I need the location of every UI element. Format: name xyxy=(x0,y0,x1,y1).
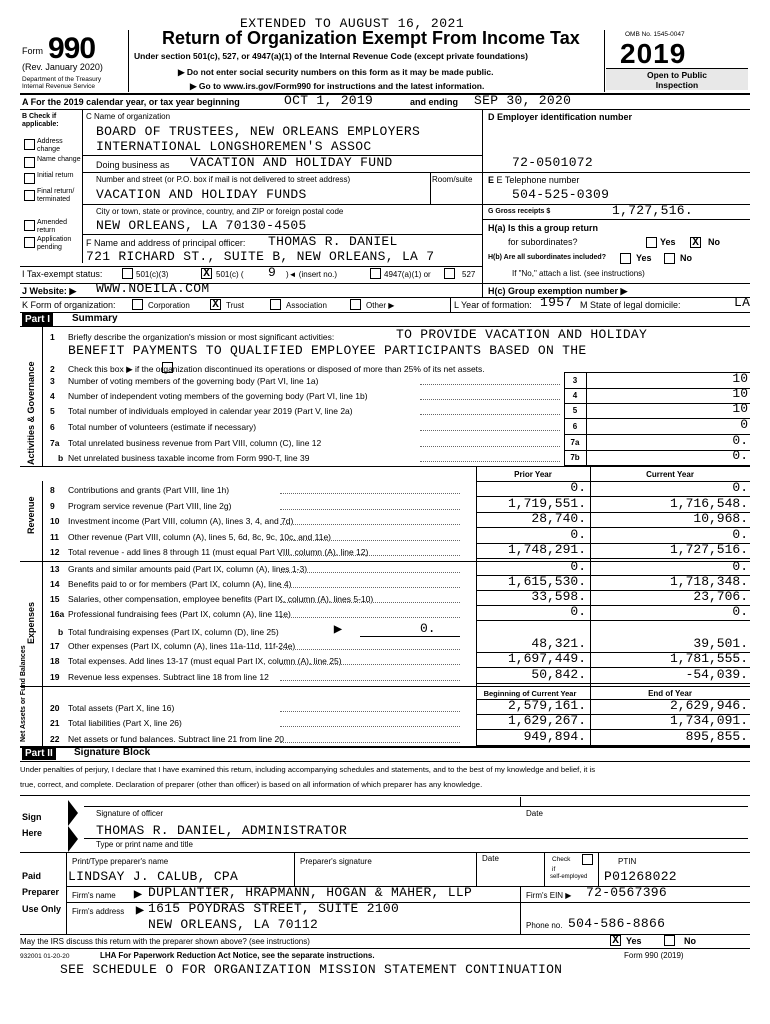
firm-name: DUPLANTIER, HRAPMANN, HOGAN & MAHER, LLP xyxy=(148,885,473,900)
form-number: 990 xyxy=(48,32,96,65)
line16b-value: 0. xyxy=(420,621,436,636)
perjury-line1: Under penalties of perjury, I declare that I have examined this return, including accompanying schedules and statements, and to the best of my knowledge and belief, it is xyxy=(20,765,596,774)
prior-value: 2,579,161. xyxy=(507,698,586,713)
signature-officer-label: Signature of officer xyxy=(96,809,164,818)
city-state-zip: NEW ORLEANS, LA 70130-4505 xyxy=(96,218,307,233)
gov-line-label: Number of independent voting members of the governing body (Part VI, line 1b) xyxy=(68,391,368,401)
for-subordinates-label: for subordinates? xyxy=(508,237,578,247)
state-domicile-value: LA xyxy=(734,295,751,310)
status-4947-checkbox[interactable] xyxy=(370,268,381,279)
part1-label: Part I xyxy=(22,313,53,326)
leader-dots xyxy=(420,414,560,415)
org-name-line2: INTERNATIONAL LONGSHOREMEN'S ASSOC xyxy=(96,139,372,154)
current-value: 2,629,946. xyxy=(669,698,748,713)
gov-line-label: Number of voting members of the governing body (Part VI, line 1a) xyxy=(68,376,319,386)
amended-return-label: Amended return xyxy=(37,219,67,234)
type-name-label: Type or print name and title xyxy=(96,840,193,849)
ein-value: 72-0501072 xyxy=(512,155,594,170)
line-number: 8 xyxy=(50,485,55,495)
group-return-yes-label: Yes xyxy=(660,237,676,247)
status-527-checkbox[interactable] xyxy=(444,268,455,279)
leader-dots xyxy=(420,430,560,431)
gross-receipts-label: G Gross receipts $ xyxy=(488,208,551,215)
row-rule xyxy=(564,372,750,373)
other-checkbox[interactable] xyxy=(350,299,361,310)
prior-value: 1,748,291. xyxy=(507,542,586,557)
prior-value: 50,842. xyxy=(531,667,586,682)
leader-dots xyxy=(280,649,460,650)
side-activities-governance: Activities & Governance xyxy=(26,361,36,465)
address-change-checkbox[interactable] xyxy=(24,139,35,150)
prior-value: 48,321. xyxy=(531,636,586,651)
line-a-label: A For the 2019 calendar year, or tax year beginning xyxy=(22,97,240,107)
insert-no-label: )◄ (insert no.) xyxy=(286,270,338,279)
form-code: 932001 01-20-20 xyxy=(20,953,70,960)
line-label: Program service revenue (Part VIII, line 2g) xyxy=(68,501,232,511)
current-value: 10,968. xyxy=(693,511,748,526)
principal-officer-name: THOMAS R. DANIEL xyxy=(268,234,398,249)
inspection: Inspection xyxy=(655,80,699,90)
group-return-label: H(a) Is this a group return xyxy=(488,223,599,233)
prior-value: 33,598. xyxy=(531,589,586,604)
tax-year: 2019 xyxy=(620,38,687,69)
leader-dots xyxy=(280,572,460,573)
mission-line1: TO PROVIDE VACATION AND HOLIDAY xyxy=(396,327,648,342)
leader-dots xyxy=(280,540,460,541)
line-number: 10 xyxy=(50,516,60,526)
group-return-yes-checkbox[interactable] xyxy=(646,237,657,248)
schedule-o-note: SEE SCHEDULE O FOR ORGANIZATION MISSION STATEMENT CONTINUATION xyxy=(60,962,563,977)
form-reference: Form 990 (2019) xyxy=(624,951,684,960)
signature-date-label: Date xyxy=(526,809,543,818)
discuss-no-checkbox[interactable] xyxy=(664,935,675,946)
line-number: 12 xyxy=(50,547,60,557)
telephone-value: 504-525-0309 xyxy=(512,187,610,202)
principal-officer-label: F Name and address of principal officer: xyxy=(86,238,246,248)
initial-return-label: Initial return xyxy=(37,172,74,179)
line-label: Total revenue - add lines 8 through 11 (must equal Part VIII, column (A), line 12) xyxy=(68,547,369,557)
current-value: 0. xyxy=(732,604,748,619)
line-number: 13 xyxy=(50,564,60,574)
preparer-signature-label: Preparer's signature xyxy=(300,857,372,866)
gov-box-number: 6 xyxy=(572,422,578,431)
firm-name-label: Firm's name xyxy=(72,891,116,900)
status-501c3-label: 501(c)(3) xyxy=(136,270,169,279)
current-value: 1,734,091. xyxy=(669,713,748,728)
line-number: 11 xyxy=(50,532,59,542)
gov-line-number: b xyxy=(58,453,64,463)
line16b-number: b xyxy=(58,627,64,637)
tax-year-begin: OCT 1, 2019 xyxy=(284,93,374,108)
corporation-label: Corporation xyxy=(148,301,190,310)
gross-receipts-value: 1,727,516. xyxy=(612,203,694,218)
line-label: Total expenses. Add lines 13-17 (must equal Part IX, column (A), line 25) xyxy=(68,656,342,666)
form-of-org-label: K Form of organization: xyxy=(22,300,116,310)
group-return-no-checkbox[interactable]: X xyxy=(690,237,701,248)
gov-value: 10 xyxy=(732,401,748,416)
line-label: Other revenue (Part VIII, column (A), lines 5, 6d, 8c, 9c, 10c, and 11e) xyxy=(68,532,331,542)
initial-return-checkbox[interactable] xyxy=(24,173,35,184)
current-value: 0. xyxy=(732,480,748,495)
firm-address-line1: 1615 POYDRAS STREET, SUITE 2100 xyxy=(148,901,400,916)
other-label: Other ▶ xyxy=(366,301,395,310)
ssn-notice-text: Do not enter social security numbers on this form as it may be made public. xyxy=(186,67,494,77)
line-label: Total assets (Part X, line 16) xyxy=(68,703,175,713)
prior-value: 0. xyxy=(570,480,586,495)
leader-dots xyxy=(280,555,460,556)
leader-dots xyxy=(280,664,460,665)
line-number: 16a xyxy=(50,609,65,619)
line16b-label: Total fundraising expenses (Part IX, column (D), line 25) xyxy=(68,627,279,637)
line-number: 21 xyxy=(50,718,60,728)
line-label: Contributions and grants (Part VIII, line 1h) xyxy=(68,485,230,495)
part2-title: Signature Block xyxy=(74,747,151,758)
form-subtitle: Under section 501(c), 527, or 4947(a)(1) of the Internal Revenue Code (except private foundations) xyxy=(134,51,528,61)
gov-value: 0 xyxy=(740,417,748,432)
dba-label: Doing business as xyxy=(96,160,170,170)
preparer-date-label: Date xyxy=(482,854,499,863)
current-value: 1,718,348. xyxy=(669,574,748,589)
tax-year-end: SEP 30, 2020 xyxy=(474,93,572,108)
dept-treasury: Department of the Treasury xyxy=(22,76,102,83)
website-value: WWW.NOEILA.COM xyxy=(96,281,210,296)
line-label: Investment income (Part VIII, column (A), lines 3, 4, and 7d) xyxy=(68,516,294,526)
line-label: Salaries, other compensation, employee benefits (Part IX, column (A), lines 5-10) xyxy=(68,594,374,604)
firm-address-label: Firm's address xyxy=(72,907,125,916)
box-rule xyxy=(586,372,587,466)
prior-year-header: Prior Year xyxy=(514,470,552,479)
and-ending-label: and ending xyxy=(410,97,458,107)
line-number: 20 xyxy=(50,703,60,713)
discuss-no-label: No xyxy=(684,936,696,946)
subordinates-included-label: H(b) Are all subordinates included? xyxy=(488,254,606,261)
leader-dots xyxy=(280,617,460,618)
form-revision: (Rev. January 2020) xyxy=(22,62,103,72)
prior-value: 0. xyxy=(570,559,586,574)
line-label: Other expenses (Part IX, column (A), lines 11a-11d, 11f-24e) xyxy=(68,641,296,651)
ptin-label: PTIN xyxy=(618,857,637,866)
instructions-notice-text: Go to www.irs.gov/Form990 for instructions and the latest information. xyxy=(198,81,485,91)
gov-line-label: Total number of individuals employed in calendar year 2019 (Part V, line 2a) xyxy=(68,406,353,416)
form-label: Form xyxy=(22,46,43,56)
check-if-applicable: B Check if applicable: xyxy=(22,113,59,128)
current-value: 0. xyxy=(732,559,748,574)
prior-value: 28,740. xyxy=(531,511,586,526)
year-formation-value: 1957 xyxy=(540,295,573,310)
line-label: Grants and similar amounts paid (Part IX, column (A), lines 1-3) xyxy=(68,564,308,574)
line-number: 17 xyxy=(50,641,60,651)
leader-dots xyxy=(420,399,560,400)
part2-label: Part II xyxy=(22,747,56,760)
side-expenses: Expenses xyxy=(26,601,36,644)
box-rule xyxy=(564,372,565,466)
line-label: Revenue less expenses. Subtract line 18 from line 12 xyxy=(68,672,269,682)
gov-box-number: 4 xyxy=(572,391,578,400)
line-number: 15 xyxy=(50,594,60,604)
final-return-label: Final return/ terminated xyxy=(37,188,75,203)
leader-dots xyxy=(420,461,560,462)
line-number: 19 xyxy=(50,672,60,682)
leader-dots xyxy=(280,680,460,681)
dba-value: VACATION AND HOLIDAY FUND xyxy=(190,155,393,170)
firm-ein: 72-0567396 xyxy=(586,885,668,900)
principal-officer-address: 721 RICHARD ST., SUITE B, NEW ORLEANS, LA 7 xyxy=(86,249,435,264)
leader-dots xyxy=(280,509,460,510)
here-label: Here xyxy=(22,828,43,838)
gov-value: 10 xyxy=(732,386,748,401)
self-employed-label: self-employed xyxy=(550,874,588,880)
state-domicile-label: M State of legal domicile: xyxy=(580,300,681,310)
prior-value: 0. xyxy=(570,527,586,542)
part1-title: Summary xyxy=(72,313,118,324)
firm-address-line2: NEW ORLEANS, LA 70112 xyxy=(148,917,319,932)
ssn-notice: ▶ Do not enter social security numbers on this form as it may be made public. xyxy=(178,67,494,77)
line-label: Net assets or fund balances. Subtract line 21 from line 20 xyxy=(68,734,284,744)
self-employed-checkbox[interactable] xyxy=(582,854,593,865)
row-rule xyxy=(564,465,750,466)
current-value: 1,781,555. xyxy=(669,651,748,666)
current-value: 39,501. xyxy=(693,636,748,651)
gov-box-number: 7b xyxy=(570,453,580,462)
gov-value: 0. xyxy=(732,448,748,463)
leader-dots xyxy=(280,493,460,494)
check-label: Check xyxy=(552,856,571,863)
gov-line-label: Total number of volunteers (estimate if necessary) xyxy=(68,422,257,432)
current-value: 895,855. xyxy=(685,729,748,744)
prior-value: 1,697,449. xyxy=(507,651,586,666)
leader-dots xyxy=(280,711,460,712)
leader-dots xyxy=(280,742,460,743)
org-name-line1: BOARD OF TRUSTEES, NEW ORLEANS EMPLOYERS xyxy=(96,124,421,139)
irs-label: Internal Revenue Service xyxy=(22,83,95,90)
line1-label: Briefly describe the organization's mission or most significant activities: xyxy=(68,332,335,342)
side-net-assets: Net Assets or Fund Balances xyxy=(20,645,27,742)
tax-exempt-status-label: I Tax-exempt status: xyxy=(22,269,103,279)
status-501c-label: 501(c) ( xyxy=(216,270,244,279)
ein-label: D Employer identification number xyxy=(488,112,633,122)
perjury-line2: true, correct, and complete. Declaration of preparer (other than officer) is based on all information of which preparer has any knowledge. xyxy=(20,780,483,789)
gov-box-number: 5 xyxy=(572,406,578,415)
line-number: 9 xyxy=(50,501,55,511)
lha-notice: LHA For Paperwork Reduction Act Notice, see the separate instructions. xyxy=(100,951,375,960)
application-pending-label: Application pending xyxy=(37,236,72,251)
form-title: Return of Organization Exempt From Income Tax xyxy=(162,28,580,48)
corporation-checkbox[interactable] xyxy=(132,299,143,310)
name-change-checkbox[interactable] xyxy=(24,157,35,168)
officer-name-title: THOMAS R. DANIEL, ADMINISTRATOR xyxy=(96,823,348,838)
prior-value: 1,719,551. xyxy=(507,496,586,511)
leader-dots xyxy=(420,384,560,385)
gov-value: 0. xyxy=(732,433,748,448)
leader-dots xyxy=(280,524,460,525)
status-501c-number: 9 xyxy=(268,265,276,280)
telephone-label: E E Telephone number xyxy=(488,175,580,185)
application-pending-checkbox[interactable] xyxy=(24,237,35,248)
subordinates-no-label: No xyxy=(680,253,692,263)
row-rule xyxy=(476,745,750,746)
beginning-year-header: Beginning of Current Year xyxy=(483,689,577,698)
line-label: Benefits paid to or for members (Part IX, column (A), line 4) xyxy=(68,579,292,589)
status-501c-checkbox[interactable]: X xyxy=(201,268,212,279)
subordinates-yes-label: Yes xyxy=(636,253,652,263)
gov-line-number: 6 xyxy=(50,422,55,432)
current-value: 23,706. xyxy=(693,589,748,604)
preparer-phone: 504-586-8866 xyxy=(568,916,666,931)
leader-dots xyxy=(280,602,460,603)
amended-return-checkbox[interactable] xyxy=(24,220,35,231)
group-return-no-label: No xyxy=(708,237,720,247)
gov-line-number: 5 xyxy=(50,406,55,416)
street-address: VACATION AND HOLIDAY FUNDS xyxy=(96,187,307,202)
discuss-question: May the IRS discuss this return with the preparer shown above? (see instructions) xyxy=(20,937,310,946)
line2-label: Check this box ▶ if the organization discontinued its operations or disposed of more than 25% of its net assets. xyxy=(68,364,485,374)
gov-box-number: 3 xyxy=(572,376,578,385)
gov-value: 10 xyxy=(732,371,748,386)
year-formation-label: L Year of formation: xyxy=(454,300,532,310)
current-value: -54,039. xyxy=(685,667,748,682)
current-value: 1,727,516. xyxy=(669,542,748,557)
subordinates-yes-checkbox[interactable] xyxy=(620,253,631,264)
phone-label: Phone no. xyxy=(526,921,563,930)
line-number: 18 xyxy=(50,656,60,666)
if-label: if xyxy=(552,866,556,873)
leader-dots xyxy=(280,587,460,588)
status-501c3-checkbox[interactable] xyxy=(122,268,133,279)
attach-list-note: If "No," attach a list. (see instructions) xyxy=(512,269,645,278)
omb-number: OMB No. 1545-0047 xyxy=(625,31,685,38)
line2-checkbox[interactable] xyxy=(162,362,173,373)
trust-checkbox[interactable]: X xyxy=(210,299,221,310)
status-527-label: 527 xyxy=(462,270,476,279)
mission-line2: BENEFIT PAYMENTS TO QUALIFIED EMPLOYEE PARTICIPANTS BASED ON THE xyxy=(68,343,587,358)
line-label: Professional fundraising fees (Part IX, column (A), line 11e) xyxy=(68,609,291,619)
room-suite-label: Room/suite xyxy=(432,175,473,184)
open-to-public: Open to Public xyxy=(647,70,707,80)
gov-line-number: 3 xyxy=(50,376,55,386)
gov-line-label: Total unrelated business revenue from Part VIII, column (C), line 12 xyxy=(68,438,322,448)
status-4947-label: 4947(a)(1) or xyxy=(384,270,431,279)
current-value: 1,716,548. xyxy=(669,496,748,511)
website-label: J Website: ▶ xyxy=(22,286,77,296)
association-label: Association xyxy=(286,301,327,310)
leader-dots xyxy=(280,726,460,727)
sign-label: Sign xyxy=(22,812,42,822)
group-exemption-label: H(c) Group exemption number ▶ xyxy=(488,286,628,296)
discuss-yes-checkbox[interactable]: X xyxy=(610,935,621,946)
preparer-name-label: Print/Type preparer's name xyxy=(72,857,169,866)
gov-box-number: 7a xyxy=(570,438,580,447)
preparer-ptin: P01268022 xyxy=(604,869,677,884)
end-year-header: End of Year xyxy=(648,689,692,698)
side-revenue: Revenue xyxy=(26,496,36,534)
prior-value: 949,894. xyxy=(523,729,586,744)
final-return-checkbox[interactable] xyxy=(24,190,35,201)
prior-value: 0. xyxy=(570,604,586,619)
address-change-label: Address change xyxy=(37,138,63,153)
instructions-notice: ▶ Go to www.irs.gov/Form990 for instructions and the latest information. xyxy=(190,81,485,91)
city-label: City or town, state or province, country, and ZIP or foreign postal code xyxy=(96,207,344,216)
association-checkbox[interactable] xyxy=(270,299,281,310)
extended-notice: EXTENDED TO AUGUST 16, 2021 xyxy=(240,16,465,31)
use-only-label: Use Only xyxy=(22,904,62,914)
line-number: 14 xyxy=(50,579,60,589)
gov-line-label: Net unrelated business taxable income from Form 990-T, line 39 xyxy=(68,453,310,463)
line-number: 22 xyxy=(50,734,60,744)
leader-dots xyxy=(420,446,560,447)
prior-value: 1,615,530. xyxy=(507,574,586,589)
row-rule xyxy=(476,683,750,684)
sign-arrow-icon xyxy=(68,800,80,852)
gov-line-number: 7a xyxy=(50,438,60,448)
line-label: Total liabilities (Part X, line 26) xyxy=(68,718,182,728)
trust-label: Trust xyxy=(226,301,244,310)
preparer-name: LINDSAY J. CALUB, CPA xyxy=(68,869,239,884)
row-rule xyxy=(476,620,750,621)
subordinates-no-checkbox[interactable] xyxy=(664,253,675,264)
prior-value: 1,629,267. xyxy=(507,713,586,728)
gov-line-number: 4 xyxy=(50,391,55,401)
name-change-label: Name change xyxy=(37,156,81,163)
current-year-header: Current Year xyxy=(646,470,694,479)
current-value: 0. xyxy=(732,527,748,542)
org-name-label: C Name of organization xyxy=(86,112,171,121)
firm-ein-label: Firm's EIN ▶ xyxy=(526,891,572,900)
preparer-label: Preparer xyxy=(22,887,60,897)
street-label: Number and street (or P.O. box if mail is not delivered to street address) xyxy=(96,175,351,184)
discuss-yes-label: Yes xyxy=(626,936,642,946)
paid-label: Paid xyxy=(22,871,42,881)
